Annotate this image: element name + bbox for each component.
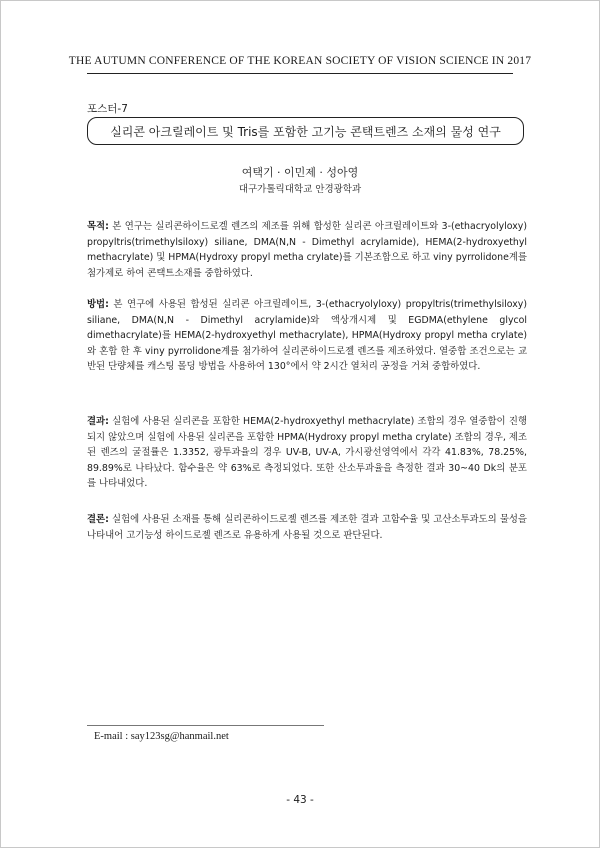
section-label-conclusion: 결론: — [87, 514, 109, 525]
affiliation: 대구가톨릭대학교 안경광학과 — [238, 184, 362, 195]
section-text-result: 실험에 사용된 실리콘을 포함한 HEMA(2-hydroxyethyl methacrylate) 조합의 경우 열중합이 진행 되지 않았으며 실험에 사용된 실리콘을 포함한 HPMA(Hydroxy propyl metha crylate) 조합의 경우, 제조된 렌즈의 굴절률은 1.3352, 광투과율의 경우 UV-B, UV-A, 가시광선영역에서 각각 41.83%, 78.25%, 89.89%로 나타났다. 함수율은 약 63%로 측정되었다. 또한 산소투과율을 측정한 결과 30~40 Dk의 분포를 나타내었다. — [87, 416, 527, 489]
paper-title: 실리콘 아크릴레이트 및 Tris를 포함한 고기능 콘택트렌즈 소재의 물성 연구 — [110, 124, 501, 139]
page-number: - 43 - — [286, 794, 314, 806]
footnote-email: E-mail : say123sg@hanmail.net — [94, 731, 229, 742]
conference-header: THE AUTUMN CONFERENCE OF THE KOREAN SOCIETY OF VISION SCIENCE IN 2017 — [68, 55, 532, 67]
header-rule — [87, 73, 513, 74]
section-label-method: 방법: — [87, 299, 109, 310]
section-conclusion — [87, 512, 527, 543]
poster-id: 포스터-7 — [87, 103, 128, 115]
section-text-purpose: 본 연구는 실리콘하이드로겔 렌즈의 제조를 위해 합성한 실리콘 아크릴레이트와 3-(ethacryolyloxy) propyltris(trimethylsiloxy) siliane, DMA(N,N - Dimethyl acrylamide), HEMA(2-hydroxyethyl methacrylate) 및 HPMA(Hydroxy propyl metha crylate)를 기본조합으로 하고 viny pyrrolidone계를 첨가제로 하여 콘택트소재를 중합하였다. — [87, 221, 527, 279]
section-label-result: 결과: — [87, 416, 109, 427]
section-text-method: 본 연구에 사용된 합성된 실리콘 아크릴레이트, 3-(ethacryolyloxy) propyltris(trimethylsiloxy) siliane, DMA(N,N - Dimethyl acrylamide)와 액상개시제 및 EGDMA(ethylene glycol dimethacrylate)를 HEMA(2-hydroxyethyl methacrylate), HPMA(Hydroxy propyl metha crylate)와 혼합 한 후 viny pyrrolidone계를 첨가하여 실리콘하이드로젤 렌즈를 제조하였다. 열중합 조건으로는 교반된 단량체를 캐스팅 몰딩 방법을 사용하여 130°에서 약 2시간 열처리 공정을 거쳐 중합하였다. — [87, 299, 527, 372]
section-purpose — [87, 219, 527, 281]
section-label-purpose: 목적: — [87, 221, 109, 232]
footnote-rule — [87, 725, 324, 726]
section-method — [87, 297, 527, 375]
section-result — [87, 414, 527, 492]
title-box — [87, 117, 524, 145]
authors: 여택기 · 이민제 · 성아영 — [241, 166, 359, 179]
section-text-conclusion: 실험에 사용된 소재를 통해 실리콘하이드로젤 렌즈를 제조한 결과 고함수율 및 고산소투과도의 물성을 나타내어 고기능성 하이드로젤 렌즈로 유용하게 사용될 것으로 판단된다. — [87, 514, 527, 541]
